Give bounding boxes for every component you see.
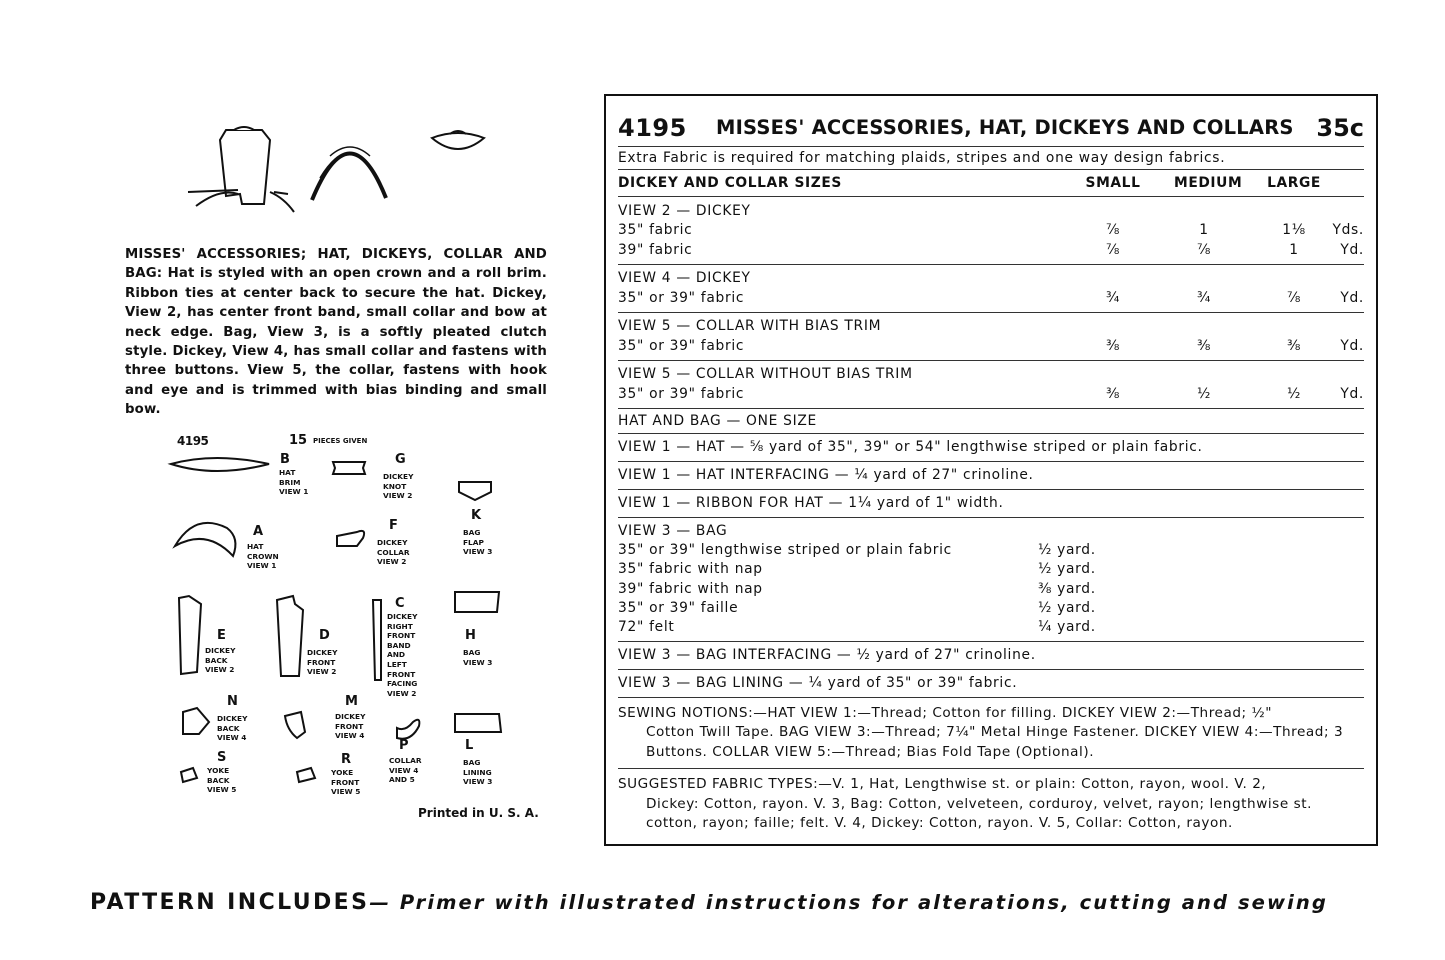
piece-label: HAT BRIM VIEW 1 <box>279 468 309 497</box>
piece-label: DICKEY FRONT VIEW 4 <box>335 712 366 741</box>
piece-letter: L <box>465 738 474 753</box>
piece-label: DICKEY KNOT VIEW 2 <box>383 472 414 501</box>
piece-letter: F <box>389 518 398 533</box>
yardage-row: 35" or 39" fabric ⅜ ⅜ ⅜ Yd. <box>618 337 1364 354</box>
size-section <box>618 265 1364 312</box>
description-lead: MISSES' ACCESSORIES; HAT, DICKEYS, COLLAR AND BAG: <box>125 247 547 282</box>
size-large: LARGE <box>1267 175 1321 191</box>
footer-lead: PATTERN INCLUDES <box>90 890 370 915</box>
bag-flap-piece-icon <box>459 482 491 500</box>
dickey-knot-piece-icon <box>333 462 365 474</box>
size-section <box>618 361 1364 408</box>
dickey-front-v4-piece-icon <box>285 712 305 738</box>
bag-row: 35" fabric with nap ½ yard. <box>618 561 1096 578</box>
bag-row: 35" or 39" lengthwise striped or plain fabric ½ yard. <box>618 542 1096 559</box>
piece-letter: B <box>280 452 290 467</box>
piece-label: BAG FLAP VIEW 3 <box>463 528 493 557</box>
piece-letter: C <box>395 596 405 611</box>
sewing-notions: SEWING NOTIONS:—HAT VIEW 1:—Thread; Cotton for filling. DICKEY VIEW 2:—Thread; ½" Cotton Twill Tape. BAG VIEW 3:—Thread; 7¼" Metal Hinge Fastener. DICKEY VIEW 4:—Thread; 3 Buttons. COLLAR VIEW 5:—Thread; Bias Fold Tape (Optional). <box>618 704 1344 760</box>
yardage-chart <box>604 94 1378 846</box>
section-title: VIEW 4 — DICKEY <box>618 270 751 287</box>
chart-header <box>618 96 1364 142</box>
yardage-row: 39" fabric ⅞ ⅞ 1 Yd. <box>618 241 1364 258</box>
section-title: VIEW 5 — COLLAR WITH BIAS TRIM <box>618 318 882 335</box>
dickey-collar-piece-icon <box>337 531 364 546</box>
piece-letter: N <box>227 694 238 709</box>
piece-letter: E <box>217 628 226 643</box>
section-title: VIEW 5 — COLLAR WITHOUT BIAS TRIM <box>618 366 913 383</box>
bag-row: 35" or 39" faille ½ yard. <box>618 599 1096 616</box>
piece-label: DICKEY RIGHT FRONT BAND AND LEFT FRONT FACING VIEW 2 <box>387 612 418 698</box>
size-header <box>618 170 1364 196</box>
pieces-given-label: PIECES GIVEN <box>313 437 368 445</box>
piece-label: BAG VIEW 3 <box>463 648 493 667</box>
printed-in-usa: Printed in U. S. A. <box>418 806 539 820</box>
bag-icon <box>432 131 484 149</box>
bag-row: 39" fabric with nap ⅜ yard. <box>618 580 1096 597</box>
size-section <box>618 313 1364 360</box>
piece-label: DICKEY COLLAR VIEW 2 <box>377 538 410 567</box>
collar-icon <box>312 147 386 200</box>
bag-section <box>618 518 1364 641</box>
dickey-back-v4-piece-icon <box>183 708 209 734</box>
yardage-row: 35" or 39" fabric ⅜ ½ ½ Yd. <box>618 385 1364 402</box>
piece-letter: M <box>345 694 358 709</box>
yardage-row: 35" fabric ⅞ 1 1⅛ Yds. <box>618 222 1364 239</box>
section-title: VIEW 3 — BAG <box>618 523 728 540</box>
dickey-front-piece-icon <box>277 596 303 676</box>
one-size-header: HAT AND BAG — ONE SIZE <box>618 412 817 429</box>
size-section <box>618 197 1364 264</box>
piece-letter: H <box>465 628 476 643</box>
piece-letter: G <box>395 452 406 467</box>
yoke-back-piece-icon <box>181 768 197 782</box>
size-header-label: DICKEY AND COLLAR SIZES <box>618 175 842 191</box>
pattern-includes-footer <box>90 890 1328 915</box>
bag-line: VIEW 3 — BAG INTERFACING — ½ yard of 27" crinoline. <box>618 647 1036 664</box>
collar-piece-icon <box>397 720 419 739</box>
piece-letter: R <box>341 752 352 767</box>
suggested-fabrics: SUGGESTED FABRIC TYPES:—V. 1, Hat, Lengthwise st. or plain: Cotton, rayon, wool. V. 2, Dickey: Cotton, rayon. V. 3, Bag: Cotton, velveteen, corduroy, velvet, rayon; lengthwise st. cotton, rayon; faille; felt. V. 4, Dickey: Cotton, rayon. V. 5, Collar: Cotton, rayon. <box>618 776 1312 832</box>
pattern-number: 4195 <box>618 114 687 142</box>
hat-line: VIEW 1 — HAT — ⅝ yard of 35", 39" or 54" lengthwise striped or plain fabric. <box>618 439 1203 455</box>
piece-label: DICKEY BACK VIEW 2 <box>205 646 236 675</box>
bag-piece-icon <box>455 592 499 612</box>
size-medium: MEDIUM <box>1174 175 1243 191</box>
piece-label: DICKEY FRONT VIEW 2 <box>307 648 338 677</box>
piece-letter: D <box>319 628 330 643</box>
piece-letter: A <box>253 524 264 539</box>
section-title: VIEW 2 — DICKEY <box>618 202 751 219</box>
piece-letter: P <box>399 738 409 753</box>
piece-label: DICKEY BACK VIEW 4 <box>217 714 248 743</box>
hat-brim-piece-icon <box>171 458 269 471</box>
bag-row: 72" felt ¼ yard. <box>618 619 1096 636</box>
pieces-count: 15 <box>289 433 308 448</box>
piece-letter: S <box>217 750 227 765</box>
piece-label: HAT CROWN VIEW 1 <box>247 542 279 571</box>
hat-crown-piece-icon <box>175 523 235 556</box>
piece-letter: K <box>471 508 482 523</box>
chart-title: MISSES' ACCESSORIES, HAT, DICKEYS AND COLLARS <box>716 116 1294 139</box>
pattern-description <box>125 245 547 420</box>
dickey-back-piece-icon <box>179 596 201 674</box>
bag-lining-piece-icon <box>455 714 501 732</box>
view-illustrations <box>180 118 500 218</box>
extra-fabric-note: Extra Fabric is required for matching plaids, stripes and one way design fabrics. <box>618 150 1226 166</box>
piece-label: YOKE BACK VIEW 5 <box>207 766 237 795</box>
yoke-front-piece-icon <box>297 768 315 782</box>
footer-rest: — Primer with illustrated instructions for alterations, cutting and sewing <box>369 891 1328 914</box>
pieces-pattern-number: 4195 <box>177 434 209 448</box>
pattern-pieces-diagram <box>165 432 545 832</box>
front-band-piece-icon <box>373 600 381 680</box>
piece-label: BAG LINING VIEW 3 <box>463 758 493 787</box>
bag-line: VIEW 3 — BAG LINING — ¼ yard of 35" or 39" fabric. <box>618 675 1018 692</box>
dickey-icon <box>188 127 294 212</box>
pattern-price: 35c <box>1316 114 1364 142</box>
hat-line: VIEW 1 — HAT INTERFACING — ¼ yard of 27" crinoline. <box>618 467 1034 483</box>
size-small: SMALL <box>1085 175 1141 191</box>
description-body: Hat is styled with an open crown and a roll brim. Ribbon ties at center back to secure the hat. Dickey, View 2, has center front band, small collar and bow at neck edge. Bag, View 3, is a softly pleated clutch style. Dickey, View 4, has small collar and fastens with three buttons. View 5, the collar, fastens with hook and eye and is trimmed with bias binding and small bow. <box>125 266 547 418</box>
hat-line: VIEW 1 — RIBBON FOR HAT — 1¼ yard of 1" width. <box>618 495 1004 511</box>
piece-label: YOKE FRONT VIEW 5 <box>331 768 361 797</box>
yardage-row: 35" or 39" fabric ¾ ¾ ⅞ Yd. <box>618 289 1364 306</box>
piece-label: COLLAR VIEW 4 AND 5 <box>389 756 422 785</box>
